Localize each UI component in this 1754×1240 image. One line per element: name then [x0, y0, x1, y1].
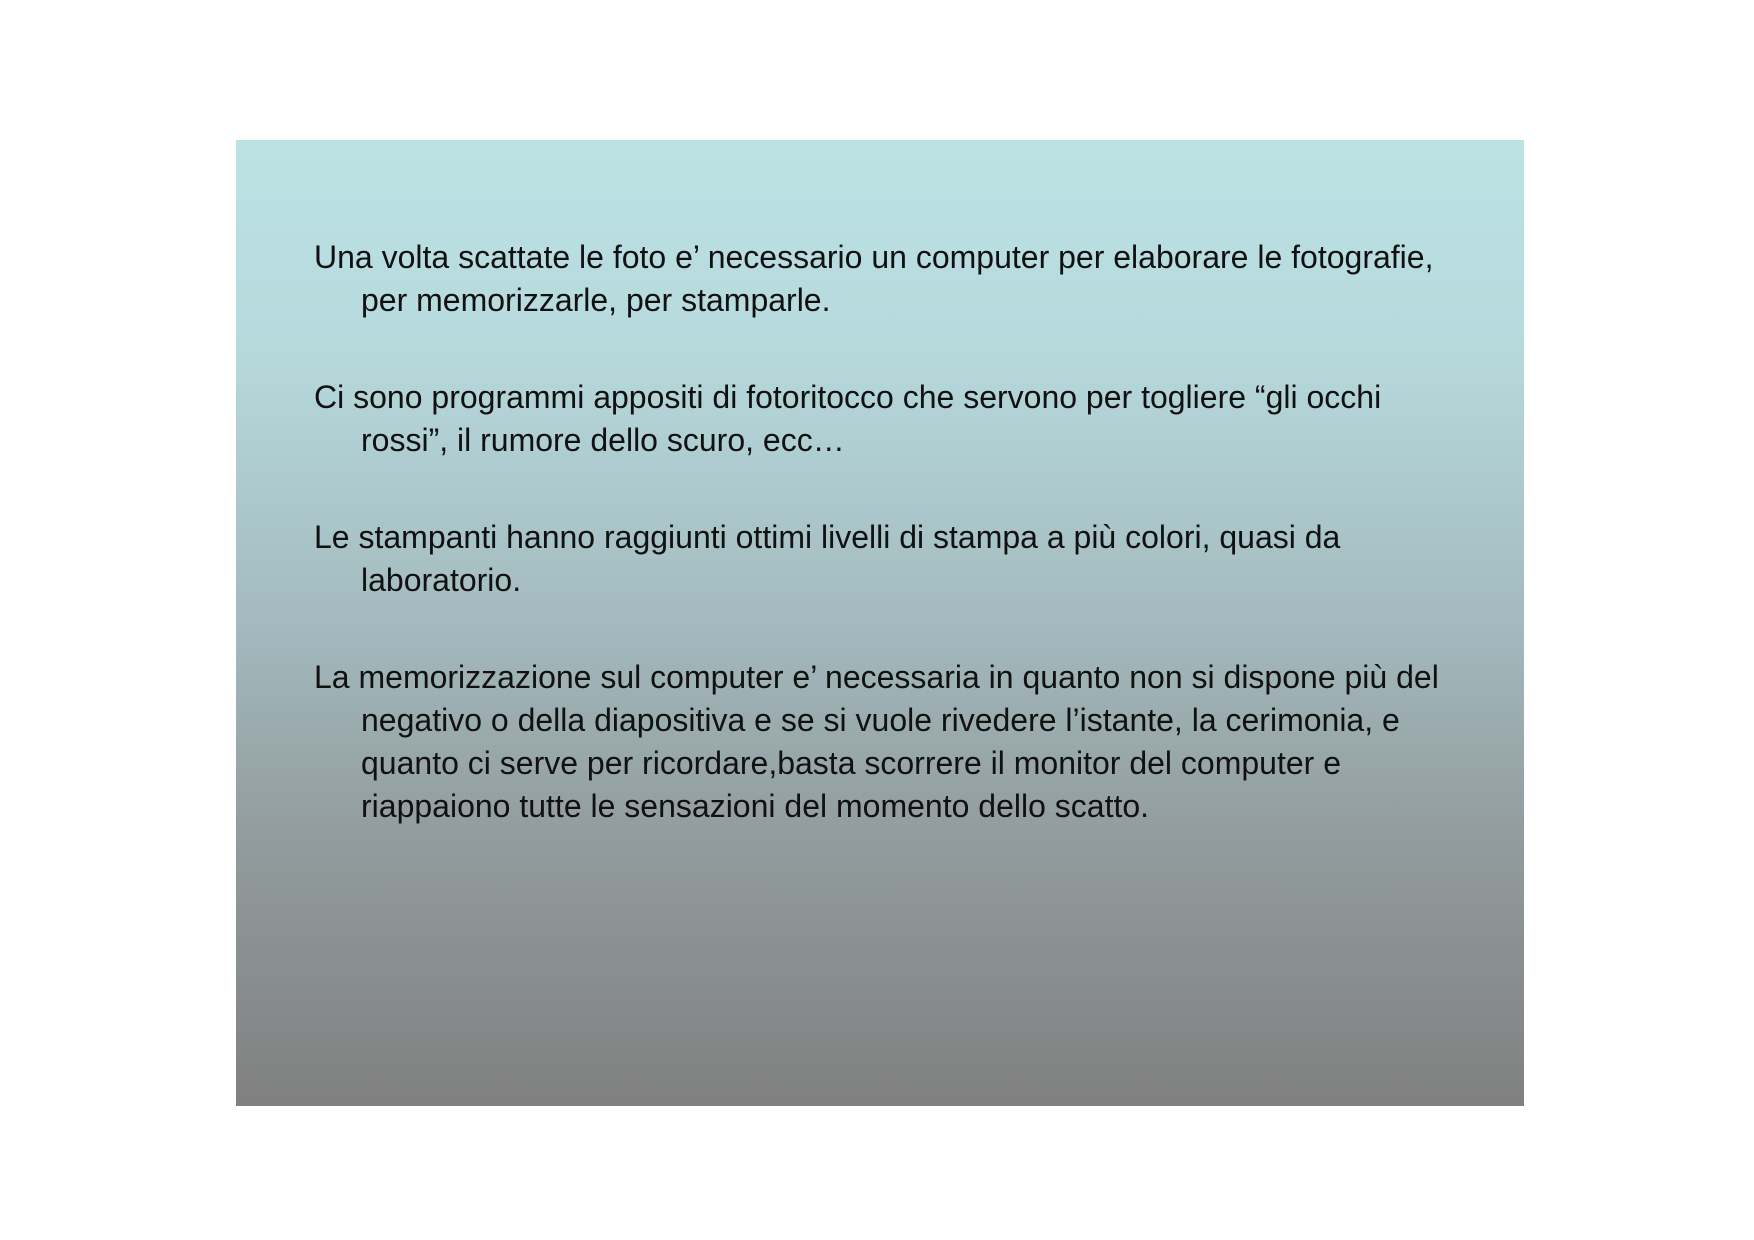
- paragraph-2: Ci sono programmi appositi di fotoritocco che servono per togliere “gli occhi rossi”, il rumore dello scuro, ecc…: [314, 379, 1382, 458]
- slide-panel: [236, 140, 1524, 1106]
- paragraph-1: Una volta scattate le foto e’ necessario un computer per elaborare le fotografie, per memorizzarle, per stamparle.: [314, 239, 1434, 318]
- paragraph-4: La memorizzazione sul computer e’ necessaria in quanto non si dispone più del negativo o della diapositiva e se si vuole rivedere l’istante, la cerimonia, e quanto ci serve per ricordare,basta scorrere il monitor del computer e riappaiono tutte le sensazioni del momento dello scatto.: [314, 659, 1439, 824]
- paragraph-3: Le stampanti hanno raggiunti ottimi livelli di stampa a più colori, quasi da laboratorio.: [314, 519, 1341, 598]
- slide-content: [314, 236, 1454, 882]
